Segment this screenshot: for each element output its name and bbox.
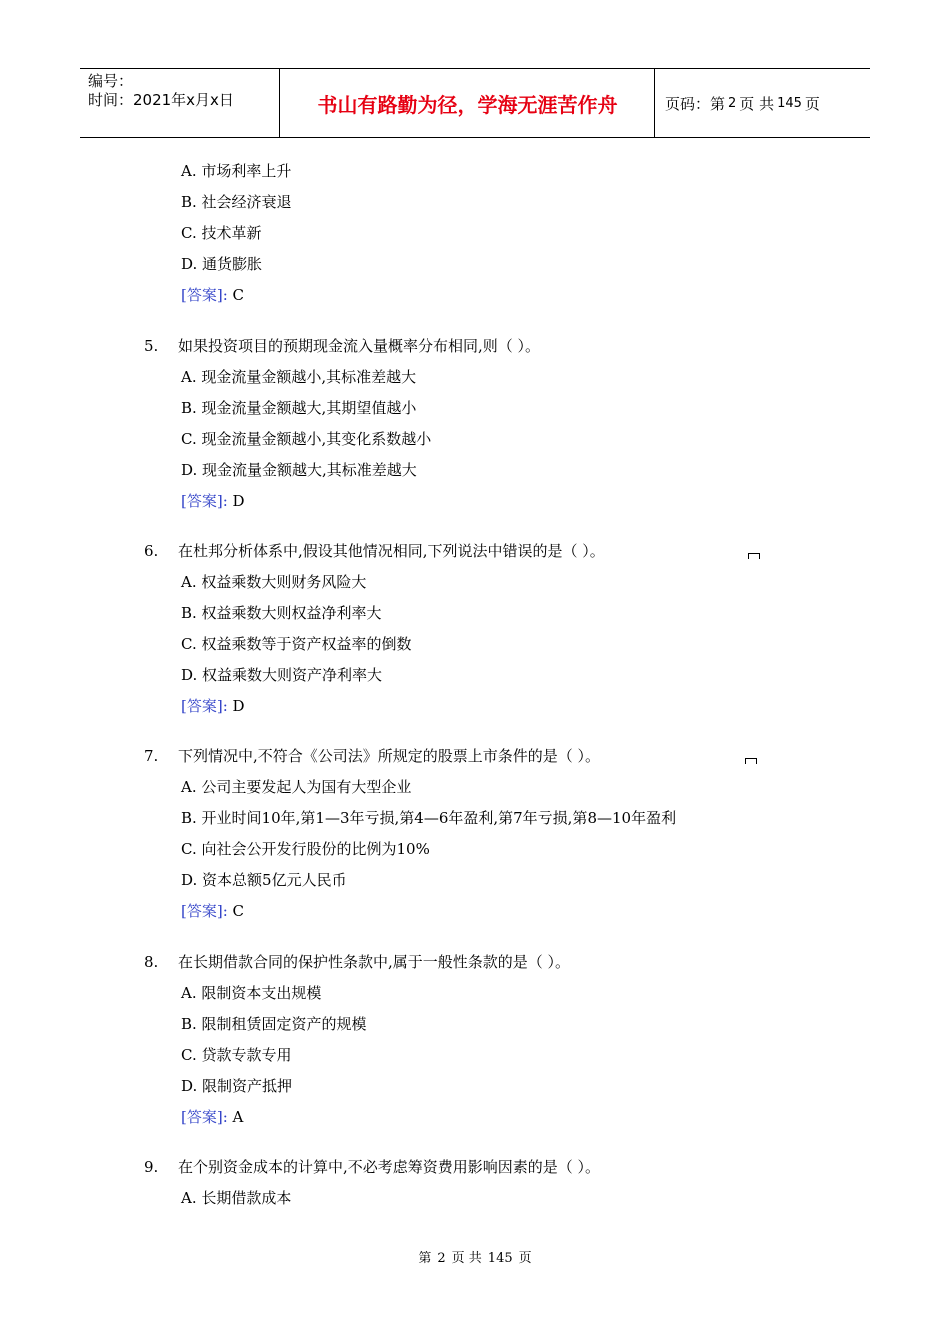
footer-current: 2 — [437, 1251, 446, 1266]
page-prefix: 页码：第 — [665, 94, 726, 113]
option-item: A. 权益乘数大则财务风险大 — [181, 573, 367, 591]
question-text: 在杜邦分析体系中,假设其他情况相同,下列说法中错误的是（ ）。 — [178, 542, 605, 560]
header-motto: 书山有路勤为径，学海无涯苦作舟 — [281, 69, 655, 137]
option-item: D. 资本总额5亿元人民币 — [181, 871, 347, 889]
question-text: 在长期借款合同的保护性条款中,属于一般性条款的是（ ）。 — [178, 953, 571, 971]
answer-label: [答案]: — [181, 286, 228, 304]
option-item: B. 限制租赁固定资产的规模 — [181, 1015, 367, 1033]
footer-total: 145 — [487, 1251, 513, 1266]
question-number: 9. — [144, 1158, 159, 1176]
answer-line — [181, 696, 245, 716]
answer-line — [181, 1107, 243, 1127]
option-item: B. 开业时间10年,第1—3年亏损,第4—6年盈利,第7年亏损,第8—10年盈利 — [181, 809, 677, 827]
answer-label: [答案]: — [181, 1108, 228, 1126]
revision-mark-icon — [748, 553, 760, 559]
question-number: 7. — [144, 747, 159, 765]
option-item: D. 限制资产抵押 — [181, 1077, 293, 1095]
question-text: 如果投资项目的预期现金流入量概率分布相同,则（ ）。 — [178, 337, 541, 355]
option-item: B. 权益乘数大则权益净利率大 — [181, 604, 382, 622]
answer-label: [答案]: — [181, 697, 228, 715]
question-number: 8. — [144, 953, 159, 971]
answer-line — [181, 901, 244, 921]
page-footer — [0, 1247, 950, 1266]
option-item: C. 权益乘数等于资产权益率的倒数 — [181, 635, 412, 653]
answer-value: D — [232, 492, 245, 510]
question-text: 下列情况中,不符合《公司法》所规定的股票上市条件的是（ ）。 — [178, 747, 601, 765]
answer-value: A — [232, 1108, 244, 1126]
answer-label: [答案]: — [181, 902, 228, 920]
question-text: 在个别资金成本的计算中,不必考虑筹资费用影响因素的是（ ）。 — [178, 1158, 601, 1176]
document-number-label: 编号： — [88, 72, 134, 90]
option-item: A. 长期借款成本 — [181, 1189, 292, 1207]
question-number: 5. — [144, 337, 159, 355]
option-item: B. 现金流量金额越大,其期望值越小 — [181, 399, 417, 417]
option-item: A. 现金流量金额越小,其标准差越大 — [181, 368, 417, 386]
footer-suffix: 页 — [518, 1251, 532, 1266]
header-page-info — [655, 69, 870, 137]
option-item: B. 社会经济衰退 — [181, 193, 292, 211]
revision-mark-icon — [745, 758, 757, 764]
document-time-label: 时间：2021年x月x日 — [88, 91, 234, 109]
question-number: 6. — [144, 542, 159, 560]
page-mid: 页 共 — [739, 94, 775, 113]
page-total: 145 — [777, 95, 802, 111]
page-suffix: 页 — [804, 94, 820, 113]
option-item: D. 通货膨胀 — [181, 255, 263, 273]
answer-line — [181, 285, 244, 305]
answer-label: [答案]: — [181, 492, 228, 510]
option-item: A. 公司主要发起人为国有大型企业 — [181, 778, 412, 796]
option-item: D. 现金流量金额越大,其标准差越大 — [181, 461, 417, 479]
answer-line — [181, 491, 245, 511]
option-item: A. 市场利率上升 — [181, 162, 292, 180]
option-item: C. 向社会公开发行股份的比例为10% — [181, 840, 430, 858]
header-meta — [80, 69, 280, 137]
footer-mid: 页 共 — [451, 1251, 482, 1266]
page-header — [80, 68, 870, 138]
answer-value: D — [232, 697, 245, 715]
option-item: A. 限制资本支出规模 — [181, 984, 322, 1002]
option-item: C. 贷款专款专用 — [181, 1046, 292, 1064]
page-current: 2 — [728, 95, 737, 111]
option-item: C. 技术革新 — [181, 224, 262, 242]
option-item: D. 权益乘数大则资产净利率大 — [181, 666, 383, 684]
footer-prefix: 第 — [418, 1251, 432, 1266]
option-item: C. 现金流量金额越小,其变化系数越小 — [181, 430, 432, 448]
answer-value: C — [232, 286, 245, 304]
answer-value: C — [232, 902, 245, 920]
